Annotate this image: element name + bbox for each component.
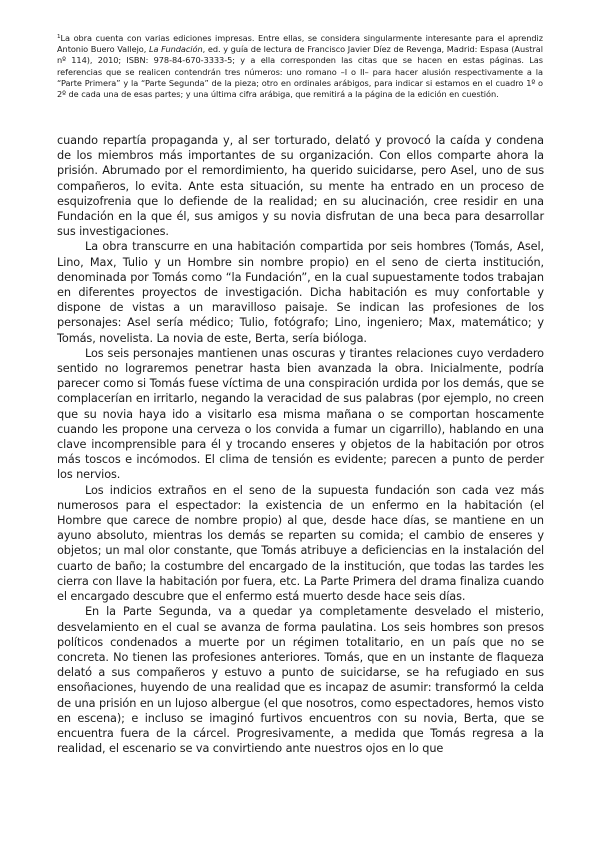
footnote-book-title: La Fundación (148, 44, 203, 55)
paragraph-continuation: cuando repartía propaganda y, al ser torturado, delató y provocó la caída y condena de los miembros más importantes de su organización. Con ellos comparte ahora la prisión. Abrumado por el remordimiento, ha querido suicidarse, pero Asel, uno de sus compañeros, lo evita. Ante esta situación, su mente ha entrado en un proceso de esquizofrenia que lo defiende de la realidad; en su alucinación, cree residir en una Fundación en la que él, sus amigos y su novia disfrutan de una beca para desarrollar sus investigaciones. (57, 134, 544, 239)
paragraph: Los seis personajes mantienen unas oscuras y tirantes relaciones cuyo verdadero sentido no lograremos penetrar hasta bien avanzada la obra. Inicialmente, podría parecer como si Tomás fuese víctima de una conspiración urdida por los demás, que se complacerían en irritarlo, negando la veracidad de sus palabras (por ejemplo, no creen que su novia haya ido a visitarlo esa misma mañana o se comportan hoscamente cuando les propone una cerveza o los convida a fumar un cigarrillo), hablando en una clave incomprensible para él y trocando enseres y objetos de la habitación por otros más toscos e incómodos. El clima de tensión es evidente; parecen a punto de perder los nervios. (57, 346, 544, 482)
footnote-marker: 1 (57, 34, 61, 40)
body-text (57, 133, 544, 756)
paragraph: La obra transcurre en una habitación compartida por seis hombres (Tomás, Asel, Lino, Max, Tulio y un Hombre sin nombre propio) en el seno de cierta institución, denominada por Tomás como “la Fundación”, en la cual supuestamente todos trabajan en diferentes proyectos de investigación. Dicha habitación es muy confortable y dispone de vistas a un maravilloso paisaje. Se indican las profesiones de los personajes: Asel sería médico; Tulio, fotógrafo; Lino, ingeniero; Max, matemático; y Tomás, novelista. La novia de este, Berta, sería bióloga. (57, 240, 544, 345)
footnote-text-end: , ed. y guía de lectura de Francisco Javier Díez de Revenga, Madrid: Espasa (Austral nº 114), 2010; ISBN: 978-84-670-3333-5; y a ella corresponden las citas que se hacen en estas páginas. Las referencias que se realicen contendrán tres números: uno romano –I o II– para hacer alusión respectivamente a la “Parte Primera” y la “Parte Segunda” de la pieza; otro en ordinales arábigos, para indicar si estamos en el cuadro 1º o 2º de cada una de esas partes; y una última cifra arábiga, que remitirá a la página de la edición en cuestión. (57, 44, 543, 100)
paragraph: Los indicios extraños en el seno de la supuesta fundación son cada vez más numerosos para el espectador: la existencia de un enfermo en la habitación (el Hombre que carece de nombre propio) al que, desde hace días, se mantiene en un ayuno absoluto, mientras los demás se reparten su comida; el cambio de enseres y objetos; un mal olor constante, que Tomás atribuye a deficiencias en la instalación del cuarto de baño; la costumbre del encargado de la institución, que todas las tardes les cierra con llave la habitación por fuera, etc. La Parte Primera del drama finaliza cuando el encargado descubre que el enfermo está muerto desde hace seis días. (57, 483, 544, 604)
footnote-text-start: La obra cuenta con varias ediciones impresas. Entre ellas, se considera singularmente interesante para el aprendiz Antonio Buero Vallejo, (57, 33, 543, 55)
paragraph: En la Parte Segunda, va a quedar ya completamente desvelado el misterio, desvelamiento en el cual se avanza de forma paulatina. Los seis hombres son presos políticos condenados a muerte por un régimen totalitario, en un país que no se concreta. No tienen las profesiones anteriores. Tomás, que en un instante de flaqueza delató a sus compañeros y estuvo a punto de suicidarse, se ha refugiado en sus ensoñaciones, huyendo de una realidad que es incapaz de asumir: transformó la celda de una prisión en un lujoso albergue (el que nosotros, como espectadores, hemos visto en escena); e incluso se imaginó furtivos encuentros con su novia, Berta, que se encuentra fuera de la cárcel. Progresivamente, a medida que Tomás regresa a la realidad, el escenario se va convirtiendo ante nuestros ojos en lo que (57, 605, 544, 756)
footnote (57, 32, 543, 100)
